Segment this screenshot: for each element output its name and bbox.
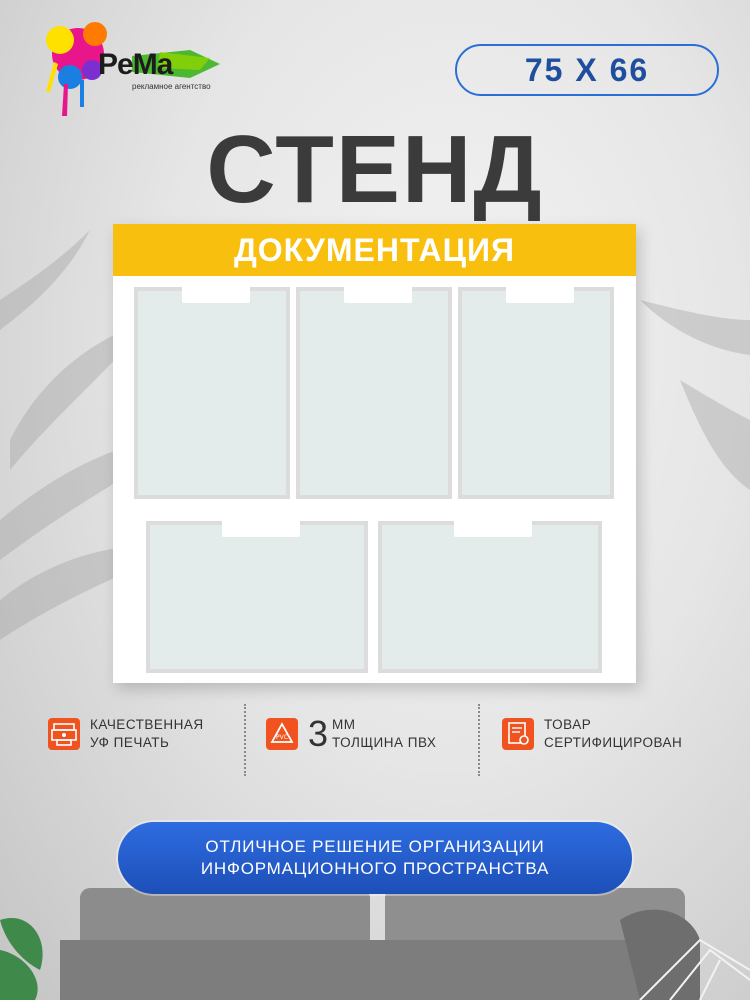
document-pocket	[296, 287, 452, 499]
certificate-icon	[502, 718, 534, 750]
size-badge: 75 X 66	[455, 44, 719, 96]
brand-logo	[40, 12, 240, 122]
document-pocket	[134, 287, 290, 499]
page-title: СТЕНД	[206, 116, 544, 223]
feature-pvc-thickness	[266, 713, 437, 776]
sofa-decoration	[0, 880, 750, 1000]
stand-header: ДОКУМЕНТАЦИЯ	[113, 224, 636, 276]
feature-line1: ТОВАР	[544, 717, 592, 732]
pocket-tab	[182, 287, 250, 303]
pocket-tab	[454, 521, 532, 537]
thickness-number: 3	[308, 713, 329, 754]
feature-line2: УФ ПЕЧАТЬ	[90, 735, 170, 750]
feature-line1: КАЧЕСТВЕННАЯ	[90, 717, 204, 732]
document-pocket	[378, 521, 602, 673]
banner-line2: ИНФОРМАЦИОННОГО ПРОСТРАНСТВА	[200, 859, 550, 878]
document-pocket	[146, 521, 368, 673]
pvc-recycle-icon	[266, 718, 298, 750]
feature-certified	[502, 716, 682, 776]
feature-line2: СЕРТИФИЦИРОВАН	[544, 735, 683, 750]
banner-line1: ОТЛИЧНОЕ РЕШЕНИЕ ОРГАНИЗАЦИИ	[205, 837, 545, 856]
pocket-tab	[506, 287, 574, 303]
logo-brand-text: PeMa	[98, 48, 173, 81]
feature-line1: ММ	[332, 717, 356, 732]
uv-printer-icon	[48, 718, 80, 750]
svg-text:PVC: PVC	[276, 734, 288, 741]
feature-line2: ТОЛЩИНА ПВХ	[332, 735, 437, 750]
pocket-tab	[222, 521, 300, 537]
feature-uv-print	[48, 716, 204, 776]
pocket-tab	[344, 287, 412, 303]
logo-tagline: рекламное агентство	[132, 82, 211, 91]
divider	[478, 704, 480, 776]
document-pocket	[458, 287, 614, 499]
promo-banner	[118, 822, 632, 894]
stand-board	[113, 224, 636, 683]
divider	[244, 704, 246, 776]
